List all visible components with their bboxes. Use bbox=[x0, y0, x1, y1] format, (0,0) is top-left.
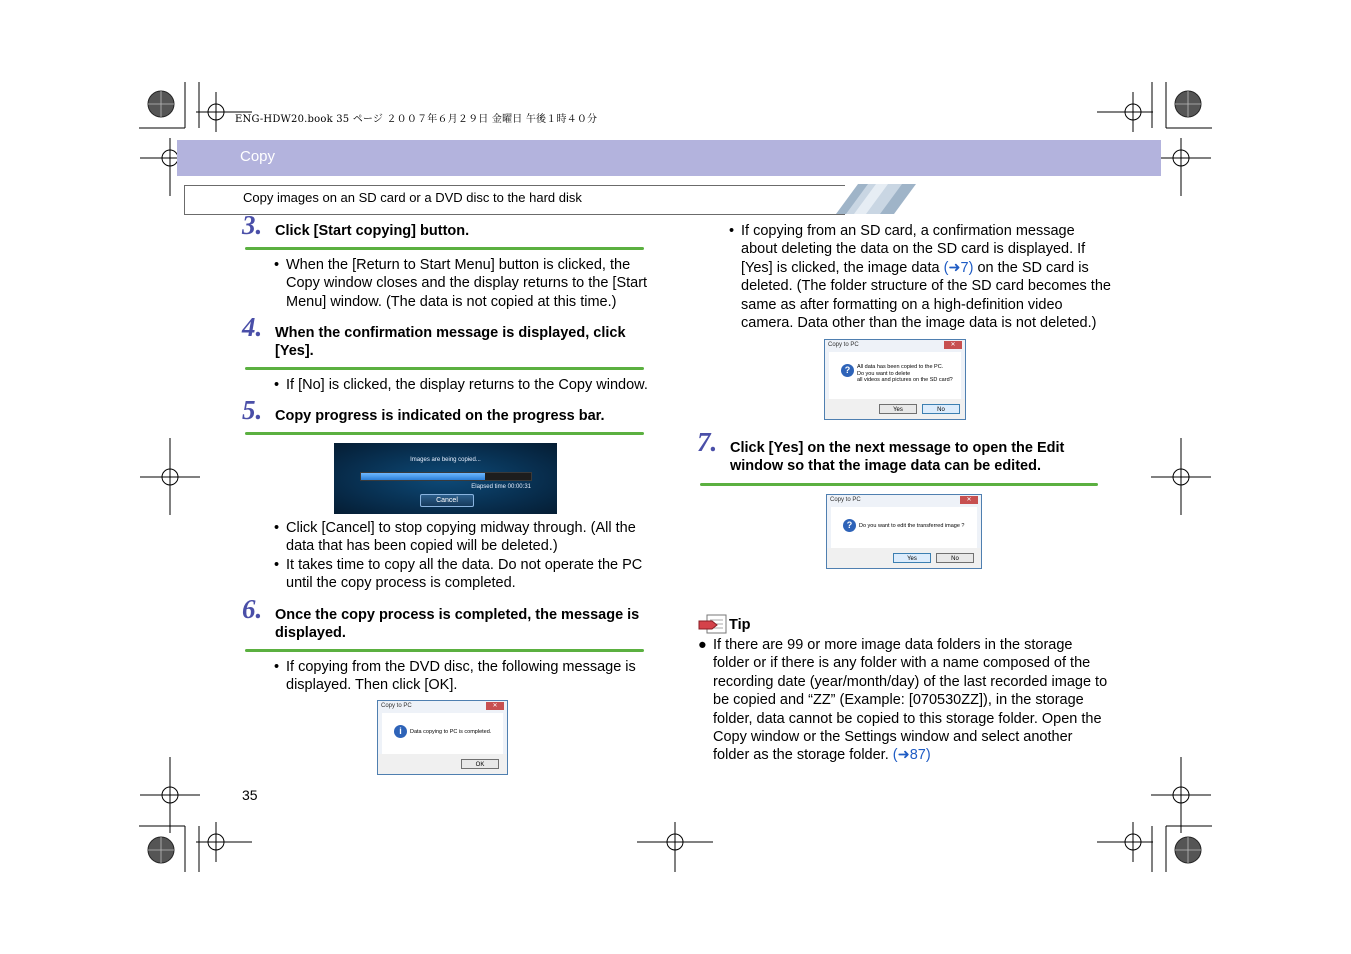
step-rule bbox=[245, 649, 644, 652]
step-number: 4. bbox=[242, 312, 263, 342]
dialog-title: Copy to PC bbox=[830, 497, 861, 503]
subtitle-bar-stripes bbox=[836, 184, 916, 215]
elapsed-time: Elapsed time 00:00:31 bbox=[471, 484, 531, 490]
dialog-title: Copy to PC bbox=[828, 342, 859, 348]
ok-button[interactable]: OK bbox=[461, 759, 499, 769]
list-item: • When the [Return to Start Menu] button is clicked, the Copy window closes and the display returns to the [Start Menu] window. (The data is not copied at this time.) bbox=[274, 257, 648, 310]
step-number: 5. bbox=[242, 395, 263, 425]
dialog-line: Do you want to delete bbox=[857, 370, 911, 377]
list-item: • If [No] is clicked, the display returns to the Copy window. bbox=[274, 377, 648, 393]
progress-status: Images are being copied... bbox=[410, 457, 481, 463]
dialog-message: Do you want to edit the transferred image ? bbox=[859, 523, 965, 529]
dialog-copy-complete bbox=[377, 700, 508, 775]
close-icon[interactable]: ✕ bbox=[486, 702, 504, 710]
list-item: • Click [Cancel] to stop copying midway through. (All the data that has been copied will be deleted.) bbox=[274, 520, 636, 555]
dialog-delete-confirm bbox=[824, 339, 966, 420]
section-banner bbox=[177, 140, 1161, 176]
step-number: 3. bbox=[242, 210, 263, 240]
close-icon[interactable]: ✕ bbox=[960, 496, 978, 504]
no-button[interactable]: No bbox=[922, 404, 960, 414]
step-rule bbox=[245, 367, 644, 370]
step-number: 6. bbox=[242, 594, 263, 624]
list-item: • It takes time to copy all the data. Do not operate the PC until the copy process is completed. bbox=[274, 557, 643, 592]
list-item-text: If copying from an SD card, a confirmation message about deleting the data on the SD card is displayed. If [Yes] is clicked, the image data bbox=[741, 223, 1086, 276]
list-item: • If copying from the DVD disc, the following message is displayed. Then click [OK]. bbox=[274, 659, 636, 694]
close-icon[interactable]: ✕ bbox=[944, 341, 962, 349]
list-item-text: When the [Return to Start Menu] button is clicked, the Copy window closes and the display returns to the [Start Menu] window. (The data is not copied at this time.) bbox=[286, 257, 648, 310]
step-heading: Once the copy process is completed, the message is displayed. bbox=[275, 607, 640, 641]
question-icon: ? bbox=[843, 519, 856, 532]
list-item: ● If there are 99 or more image data folders in the storage folder or if there is any folder with a name composed of the recording date (year/month/day) of the last recorded image to be copied and “ZZ” (Example: [070530ZZ]), in the storage folder, data cannot be copied to this storage folder. Open the Copy window or the Settings window and select another folder as the storage folder. (➜87) bbox=[698, 637, 1108, 764]
list-item-text: If copying from the DVD disc, the following message is displayed. Then click [OK]. bbox=[286, 659, 636, 694]
tip-label: Tip bbox=[729, 617, 751, 633]
subtitle: Copy images on an SD card or a DVD disc to the hard disk bbox=[243, 190, 582, 205]
yes-button[interactable]: Yes bbox=[893, 553, 931, 563]
step-heading: Click [Yes] on the next message to open the Edit window so that the image data can be edited. bbox=[730, 440, 1065, 474]
progress-fill bbox=[361, 473, 485, 480]
list-item-text: If [No] is clicked, the display returns to the Copy window. bbox=[286, 377, 648, 393]
page-link[interactable]: (➜7) bbox=[943, 259, 974, 276]
step-rule bbox=[245, 247, 644, 250]
dialog-title: Copy to PC bbox=[381, 703, 412, 709]
no-button[interactable]: No bbox=[936, 553, 974, 563]
step-heading: Copy progress is indicated on the progress bar. bbox=[275, 408, 605, 424]
dialog-message bbox=[857, 364, 953, 384]
question-icon: ? bbox=[841, 364, 854, 377]
cancel-button[interactable]: Cancel bbox=[420, 494, 474, 507]
step-rule bbox=[700, 483, 1098, 486]
list-item: • If copying from an SD card, a confirmation message about deleting the data on the SD card is displayed. If [Yes] is clicked, the image data (➜7) on the SD card is deleted. (The folder structure of the SD card becomes the same as after formatting on a high-definition video camera. Data other than the image data is not deleted.) bbox=[729, 223, 1111, 332]
dialog-message: Data copying to PC is completed. bbox=[410, 729, 492, 735]
progress-screenshot bbox=[334, 443, 557, 514]
print-header: ENG-HDW20.book 35 ページ ２００７年６月２９日 金曜日 午後１時４０分 bbox=[235, 114, 598, 125]
tip-text: If there are 99 or more image data folders in the storage folder or if there is any folder with a name composed of the recording date (year/month/day) of the last recorded image to be copied and “ZZ” (Example: [070530ZZ]), in the storage folder, data cannot be copied to this storage folder. Open the Copy window or the Settings window and select another folder as the storage folder. bbox=[713, 637, 1108, 764]
step-heading: Click [Start copying] button. bbox=[275, 223, 470, 239]
yes-button[interactable]: Yes bbox=[879, 404, 917, 414]
dialog-edit-confirm bbox=[826, 494, 982, 569]
progress-bar bbox=[360, 472, 532, 481]
dialog-line: all videos and pictures on the SD card? bbox=[857, 377, 953, 383]
list-item-text: on the SD card is deleted. (The folder structure of the SD card becomes the same as after formatting on a high-definition video camera. Data other than the image data is not deleted.) bbox=[741, 259, 1111, 332]
list-item-text: Click [Cancel] to stop copying midway through. (All the data that has been copied will be deleted.) bbox=[286, 520, 636, 555]
step-rule bbox=[245, 432, 644, 435]
info-icon: i bbox=[394, 725, 407, 738]
page-link[interactable]: (➜87) bbox=[892, 747, 931, 764]
step-heading: When the confirmation message is displayed, click [Yes]. bbox=[275, 325, 626, 359]
step-number: 7. bbox=[697, 427, 718, 457]
page-number: 35 bbox=[242, 787, 258, 803]
section-title: Copy bbox=[240, 148, 276, 165]
tip-icon bbox=[698, 613, 728, 635]
dialog-line: All data has been copied to the PC. bbox=[857, 364, 944, 370]
list-item-text: It takes time to copy all the data. Do not operate the PC until the copy process is completed. bbox=[286, 557, 643, 592]
